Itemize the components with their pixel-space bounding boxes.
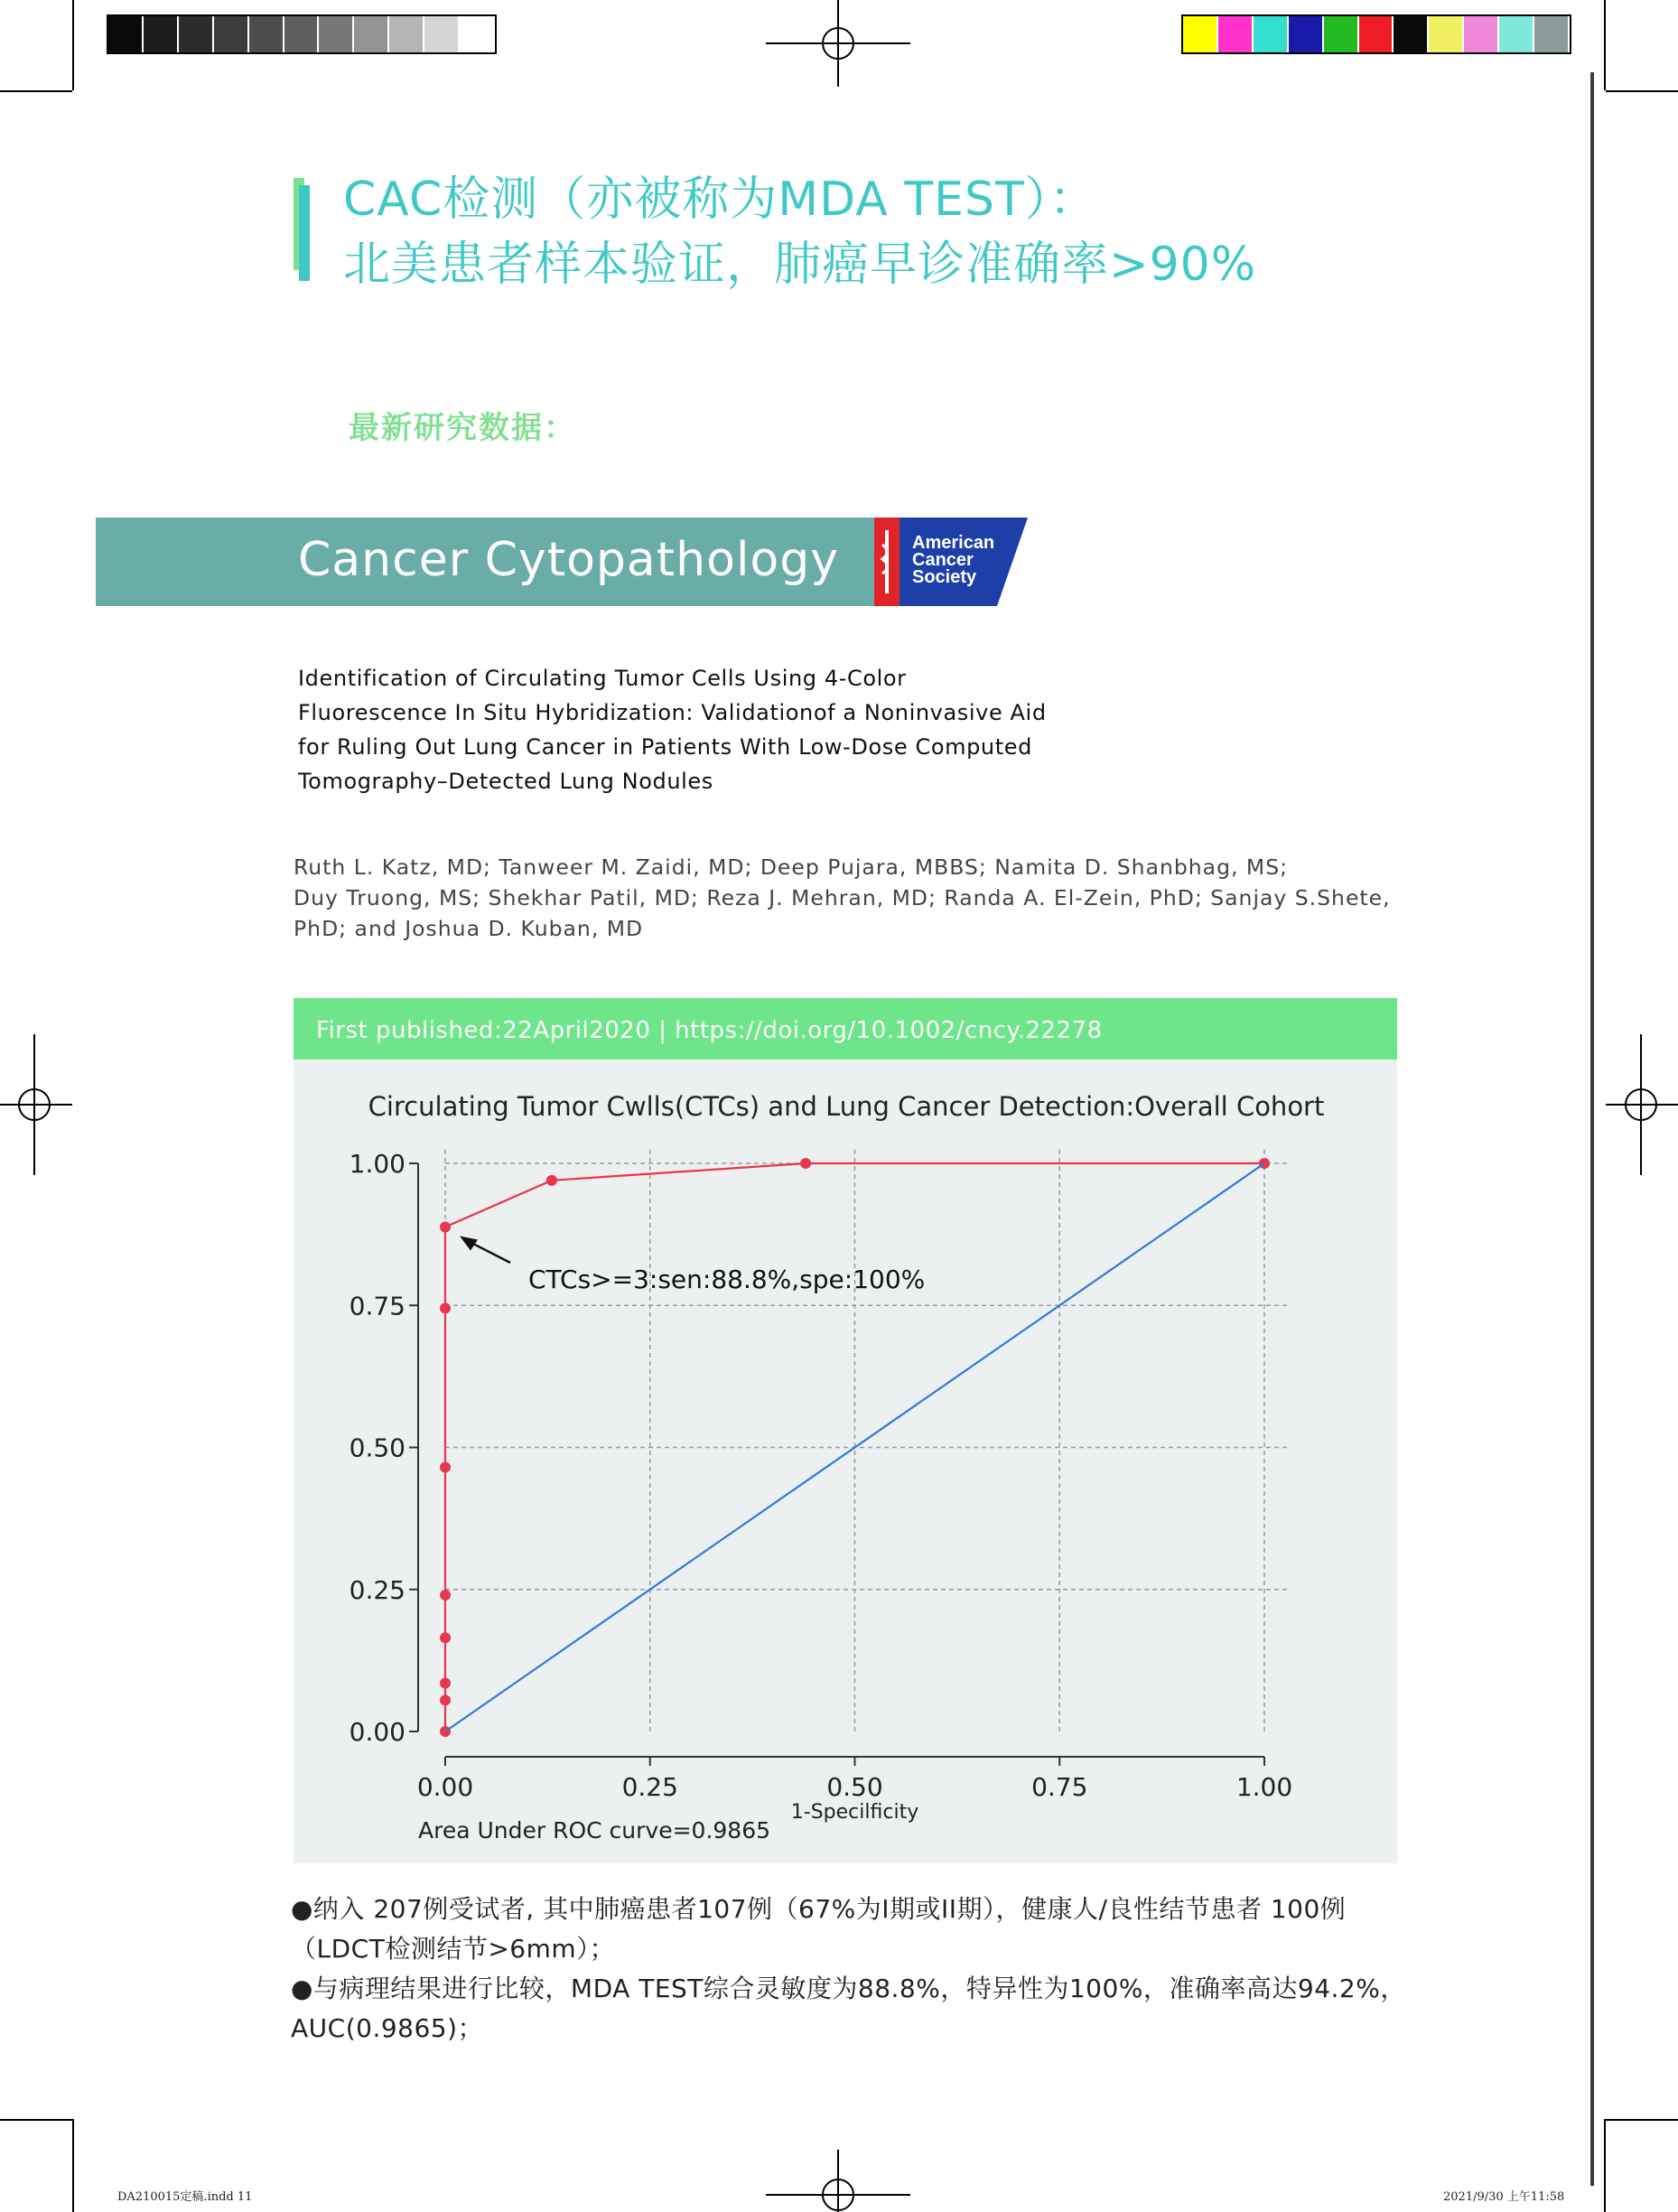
gray-swatch [108, 16, 142, 52]
gray-swatch [284, 16, 318, 52]
article-title [298, 661, 1075, 798]
gray-swatch [214, 16, 247, 52]
bullet-line: ●纳入 207例受试者, 其中肺癌患者107例（67%为I期或II期），健康人/良性结节患者 100例 [291, 1894, 1347, 1924]
roc-data-point [440, 1221, 451, 1232]
bullet-line: ●与病理结果进行比较，MDA TEST综合灵敏度为88.8%，特异性为100%，准确率高达94.2%， [291, 1974, 1406, 2003]
gray-swatch [144, 16, 177, 52]
article-title-line: Fluorescence In Situ Hybridization: Validationof a Noninvasive Aid [298, 700, 1047, 725]
crop-mark [1604, 0, 1606, 90]
author-line: PhD; and Joshua D. Kuban, MD [294, 916, 644, 941]
roc-chart [294, 1059, 1397, 1863]
color-swatch-bar [1181, 14, 1571, 54]
author-line: Duy Truong, MS; Shekhar Patil, MD; Reza J. Mehran, MD; Randa A. El-Zein, PhD; Sanjay S.Shete, [294, 885, 1391, 910]
roc-data-point [440, 1678, 451, 1689]
roc-data-point [440, 1462, 451, 1473]
article-title-line: Identification of Circulating Tumor Cells Using 4-Color [298, 666, 907, 691]
registration-mark [837, 2150, 839, 2212]
roc-data-point [440, 1590, 451, 1601]
publication-info: First published:22April2020 | https://doi.org/10.1002/cncy.22278 [316, 1017, 1103, 1044]
y-tick-label: 0.25 [349, 1574, 406, 1605]
author-list [294, 852, 1413, 944]
color-swatch [1464, 16, 1497, 52]
gray-swatch [424, 16, 458, 52]
x-tick-label: 0.00 [416, 1772, 474, 1802]
color-swatch [1324, 16, 1357, 52]
logo-text-line: Society [912, 567, 977, 587]
color-swatch [1394, 16, 1427, 52]
crop-mark [72, 2119, 74, 2212]
x-tick-label: 1.00 [1235, 1772, 1293, 1802]
registration-mark [33, 1034, 35, 1175]
x-axis-title: 1-Specilficity [790, 1801, 919, 1824]
crop-mark [1606, 90, 1678, 92]
y-tick-label: 1.00 [349, 1149, 406, 1179]
crop-mark [1606, 2119, 1678, 2121]
chart-title: Circulating Tumor Cwlls(CTCs) and Lung Cancer Detection:Overall Cohort [368, 1091, 1325, 1122]
crop-mark [72, 0, 74, 90]
bullet-line: （LDCT检测结节>6mm）； [291, 1934, 616, 1964]
author-line: Ruth L. Katz, MD; Tanweer M. Zaidi, MD; Deep Pujara, MBBS; Namita D. Shanbhag, MS; [294, 854, 1289, 880]
registration-mark [1640, 1034, 1642, 1175]
page-title-line-1: CAC检测（亦被称为MDA TEST）： [343, 173, 1097, 227]
color-swatch [1218, 16, 1252, 52]
logo-text-line: Cancer [912, 550, 974, 570]
page-edge-rule [1590, 72, 1594, 2186]
annotation-label: CTCs>=3:sen:88.8%,spe:100% [528, 1265, 926, 1294]
annotation-arrowhead [460, 1236, 478, 1250]
color-swatch [1289, 16, 1322, 52]
registration-mark [1606, 1104, 1678, 1106]
registration-mark [0, 1104, 72, 1106]
bullet-line: AUC(0.9865)； [291, 2013, 484, 2043]
roc-data-point [546, 1175, 557, 1186]
crop-mark [0, 2119, 72, 2121]
crop-mark [1604, 2119, 1606, 2212]
roc-data-point [440, 1694, 451, 1705]
color-swatch [1183, 16, 1217, 52]
footer-file-info: DA210015定稿.indd 11 [117, 2190, 253, 2204]
article-title-line: for Ruling Out Lung Cancer in Patients With Low-Dose Computed [298, 734, 1032, 760]
gray-swatch [249, 16, 283, 52]
journal-name: Cancer Cytopathology [298, 533, 839, 587]
roc-data-point [440, 1302, 451, 1313]
page-title-line-2: 北美患者样本验证，肺癌早诊准确率>90% [343, 238, 1257, 292]
summary-bullets [291, 1890, 1447, 2049]
color-swatch [1359, 16, 1393, 52]
y-tick-label: 0.00 [349, 1717, 406, 1747]
y-tick-label: 0.50 [349, 1433, 406, 1463]
grayscale-swatch-bar [107, 14, 497, 54]
y-tick-label: 0.75 [349, 1291, 406, 1321]
gray-swatch [354, 16, 387, 52]
x-tick-label: 0.50 [826, 1772, 883, 1802]
color-swatch [1254, 16, 1287, 52]
section-subheading: 最新研究数据： [349, 410, 576, 446]
gray-swatch [460, 16, 493, 52]
x-tick-label: 0.75 [1031, 1772, 1088, 1802]
gray-swatch [179, 16, 212, 52]
american-cancer-society-logo [874, 518, 1028, 606]
logo-text-line: American [912, 533, 995, 553]
gray-swatch [389, 16, 423, 52]
color-swatch [1429, 16, 1462, 52]
x-tick-label: 0.25 [621, 1772, 678, 1802]
article-title-line: Tomography–Detected Lung Nodules [298, 769, 713, 794]
auc-footnote: Area Under ROC curve=0.9865 [418, 1817, 771, 1843]
title-accent-bar [299, 185, 310, 281]
color-swatch [1534, 16, 1568, 52]
registration-mark [837, 0, 839, 87]
color-swatch [1499, 16, 1533, 52]
crop-mark [0, 90, 72, 92]
gray-swatch [319, 16, 352, 52]
roc-data-point [440, 1632, 451, 1643]
footer-timestamp: 2021/9/30 上午11:58 [1443, 2190, 1565, 2204]
roc-data-point [800, 1158, 811, 1169]
